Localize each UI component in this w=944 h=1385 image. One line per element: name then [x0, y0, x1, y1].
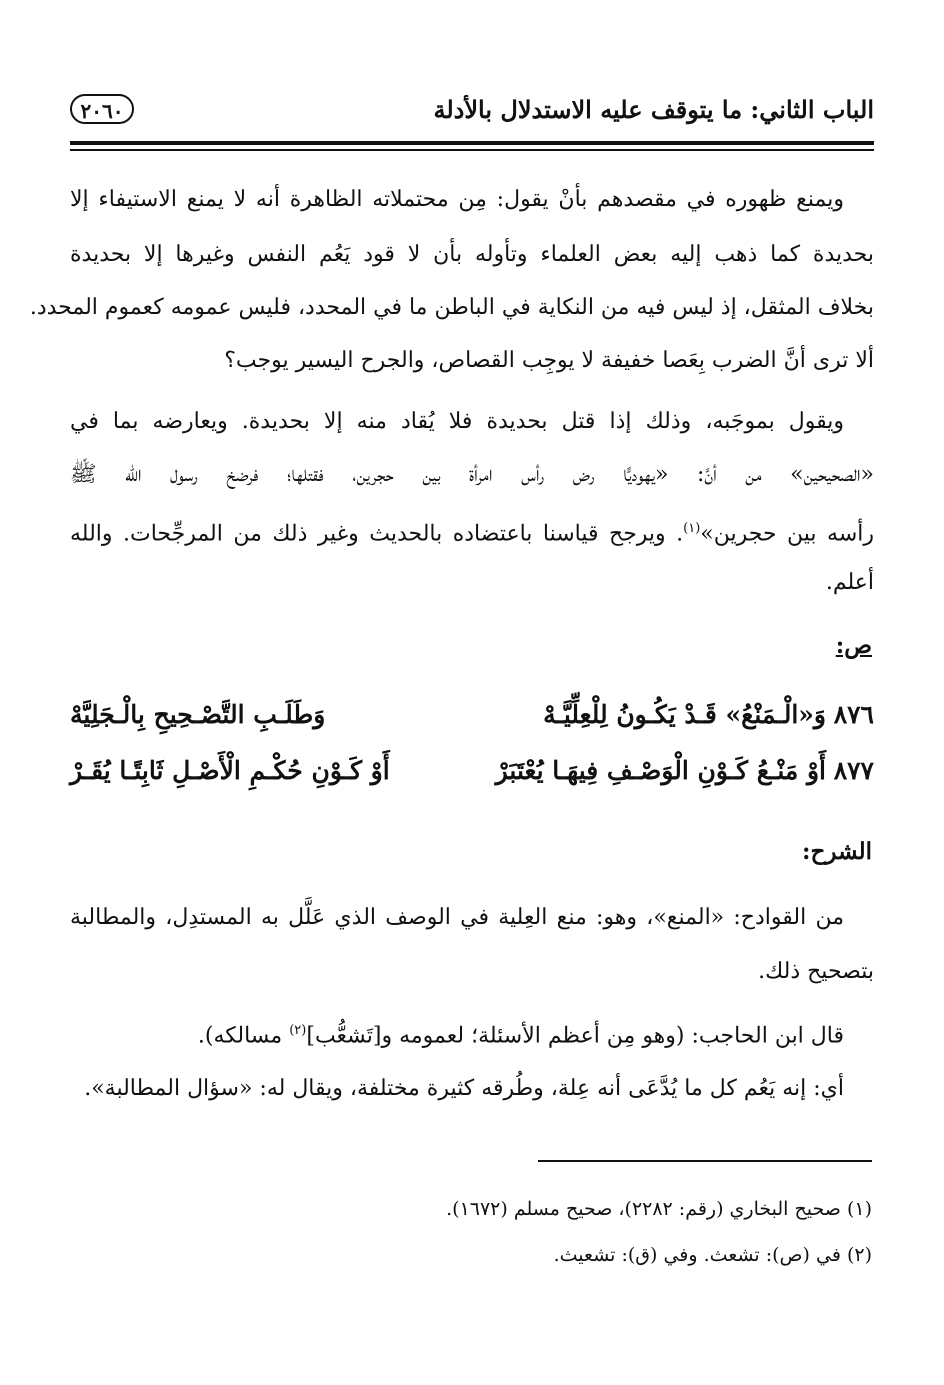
verse-second-hemistich: وَطَلَـبِ التَّصْـحِيحِ بِالْـجَلِيَّهْ	[70, 700, 326, 729]
body-line: ويمنع ظهوره في مقصدهم بأنْ يقول: مِن محتملاته الظاهرة أنه لا يمنع الاستيفاء إلا	[70, 187, 844, 212]
header-rule-thick	[70, 141, 874, 145]
body-line: بتصحيح ذلك.	[758, 959, 874, 984]
verse-number: ٨٧٦	[833, 700, 874, 729]
body-line	[70, 1011, 844, 1056]
chapter-title: الباب الثاني: ما يتوقف عليه الاستدلال بالأدلة	[433, 95, 874, 124]
page-header	[70, 92, 874, 142]
body-line: بخلاف المثقل، إذ ليس فيه من النكاية في الباطن ما في المحدد، فليس عمومه كعموم المحدد.	[29, 295, 874, 320]
footnote-rule	[538, 1160, 872, 1162]
header-rule-thin	[70, 149, 874, 151]
body-line	[70, 509, 874, 554]
page-number: ٢٠٦٠	[70, 94, 134, 124]
footnote: (١) صحيح البخاري (رقم: ٢٢٨٢)، صحيح مسلم (١٦٧٢).	[446, 1198, 872, 1220]
verse-number: ٨٧٧	[833, 756, 874, 785]
section-label-sharh: الشرح:	[802, 838, 872, 865]
body-line: أي: إنه يَعُم كل ما يُدَّعَى أنه عِلة، وطُرقه كثيرة مختلفة، ويقال له: «سؤال المطالبة».	[84, 1076, 844, 1101]
quote-end-text: رأسه بين حجرين»	[700, 521, 874, 547]
verse-first-hemistich: أَوْ مَنْـعُ كَـوْنِ الْوَصْـفِ فِيهَـا يُعْتَبَرْ	[495, 756, 826, 785]
body-line: بحديدة كما ذهب إليه بعض العلماء وتأوله بأن لا قود يَعُم النفس وغيرها إلا بحديدة	[70, 242, 874, 267]
body-text: قال ابن الحاجب: (وهو مِن أعظم الأسئلة؛ لعمومه و[تَشعُّب]	[306, 1023, 844, 1049]
verse-second-hemistich: أَوْ كَـوْنِ حُكْـمِ الْأَصْـلِ ثَابِتًـا يُقَـرْ	[70, 756, 390, 785]
verse-first-hemistich: وَ«الْـمَنْعُ» قَـدْ يَكُـونُ لِلْعِلِّيَّـهْ	[543, 700, 826, 729]
body-line: «الصحيحين» من أنَّ: «يهوديًّا رض رأس امرأة بين حجرين، فقتلها؛ فرضخ رسول الله ﷺ	[70, 462, 874, 487]
verse-line	[70, 690, 874, 740]
body-line: أعلم.	[825, 570, 874, 595]
footnote-ref: (١)	[683, 521, 701, 536]
section-label-sad: ص:	[835, 632, 872, 659]
body-line: من القوادح: «المنع»، وهو: منع العِلية في الوصف الذي عَلَّل به المستدِل، والمطالبة	[70, 905, 844, 930]
body-line: ألا ترى أنَّ الضرب بِعَصا خفيفة لا يوجِب القصاص، والجرح اليسير يوجب؟	[224, 348, 874, 373]
body-line: ويقول بموجَبه، وذلك إذا قتل بحديدة فلا يُقاد منه إلا بحديدة. ويعارضه بما في	[70, 409, 844, 434]
footnote: (٢) في (ص): تشعث. وفي (ق): تشعيث.	[553, 1244, 872, 1266]
verse-line	[70, 746, 874, 796]
footnote-ref: (٢)	[289, 1023, 307, 1038]
body-text: . ويرجح قياسنا باعتضاده بالحديث وغير ذلك من المرجِّحات. والله	[70, 521, 684, 547]
body-text: مسالكه).	[197, 1023, 290, 1049]
